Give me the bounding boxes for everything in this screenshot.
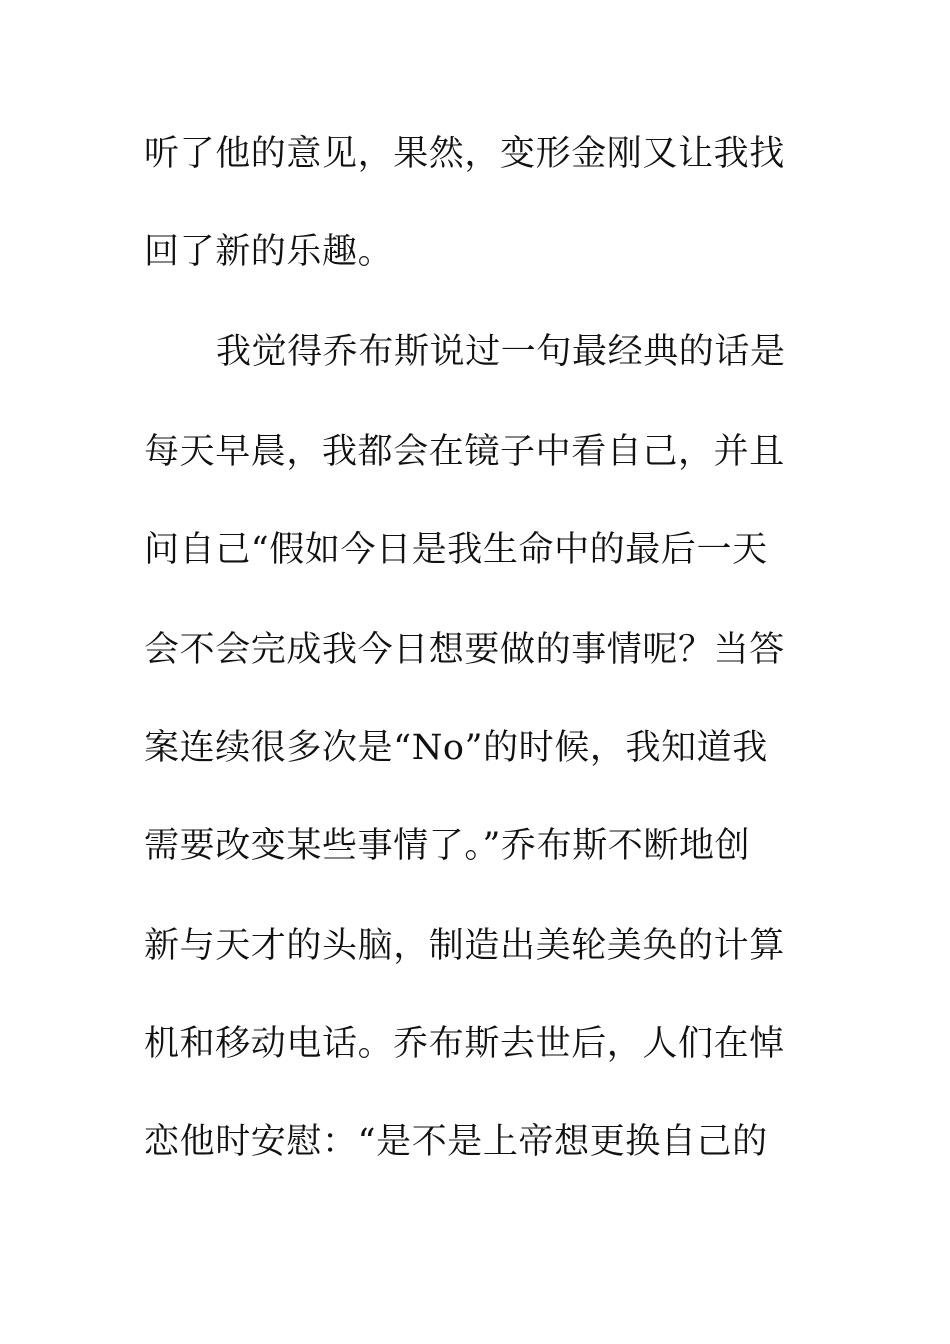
- text-line: 听了他的意见，果然，变形金刚又让我找: [144, 134, 785, 174]
- text-line: 需要改变某些事情了。”乔布斯不断地创: [144, 826, 751, 866]
- text-line: 案连续很多次是“No”的时候，我知道我: [144, 728, 768, 768]
- text-line: 机和移动电话。乔布斯去世后，人们在悼: [144, 1024, 785, 1064]
- text-line: 问自己“假如今日是我生命中的最后一天: [144, 530, 768, 570]
- text-line: 回了新的乐趣。: [144, 232, 394, 272]
- paragraph-first-line: 我觉得乔布斯说过一句最经典的话是: [216, 332, 786, 372]
- text-line: 每天早晨，我都会在镜子中看自己，并且: [144, 432, 785, 472]
- text-line: 恋他时安慰：“是不是上帝想更换自己的: [144, 1122, 768, 1162]
- text-line: 新与天才的头脑，制造出美轮美奂的计算: [144, 926, 785, 966]
- text-line: 会不会完成我今日想要做的事情呢？当答: [144, 630, 785, 670]
